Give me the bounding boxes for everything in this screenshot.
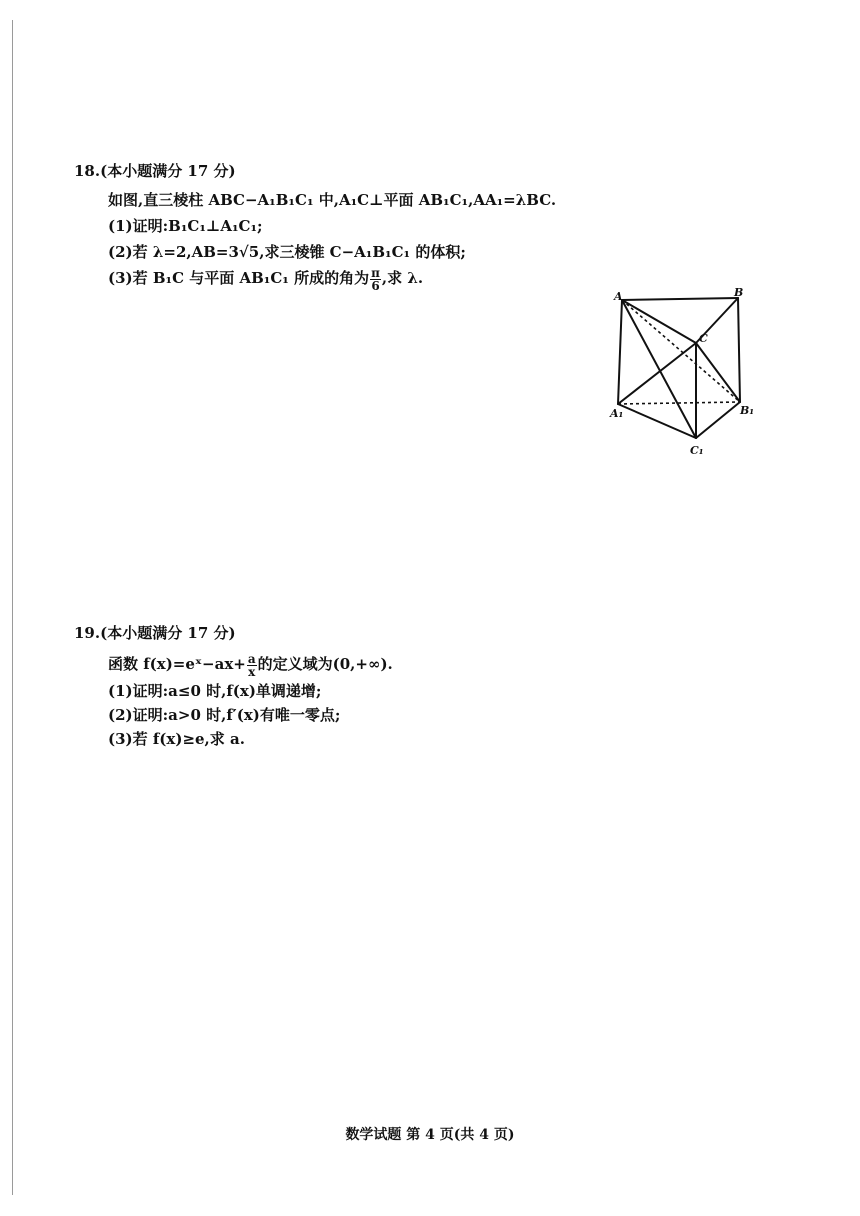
vertex-label-c1: C₁ — [690, 444, 704, 457]
problem-19-question-2: (2)证明:a>0 时,f′(x)有唯一零点; — [108, 706, 341, 724]
segment-a1-c — [618, 343, 696, 404]
problem-18-question-1: (1)证明:B₁C₁⊥A₁C₁; — [108, 217, 263, 235]
page-footer: 数学试题 第 4 页(共 4 页) — [345, 1127, 515, 1143]
problem-19-intro-prefix: 函数 f(x)=eˣ−ax+ — [108, 655, 246, 673]
fraction-denominator: x — [248, 664, 256, 679]
problem-18-question-3-suffix: ,求 λ. — [381, 269, 424, 287]
problem-19 — [74, 622, 393, 751]
pi-over-six-fraction — [370, 267, 381, 292]
problem-19-intro — [108, 649, 393, 679]
edge-a1-c1 — [618, 404, 696, 438]
problem-18-question-2: (2)若 λ=2,AB=3√5,求三棱锥 C−A₁B₁C₁ 的体积; — [108, 243, 466, 261]
edge-a-b — [622, 298, 738, 300]
dashed-a1-b1 — [618, 402, 740, 404]
edge-a-a1 — [618, 300, 622, 404]
problem-19-question-1: (1)证明:a≤0 时,f(x)单调递增; — [108, 682, 322, 700]
problem-19-intro-suffix: 的定义域为(0,+∞). — [257, 655, 393, 673]
edge-b1-c1 — [696, 402, 740, 438]
problem-18-header: 18.(本小题满分 17 分) — [74, 162, 236, 180]
vertex-label-a1: A₁ — [610, 407, 624, 420]
vertex-label-a: A — [614, 290, 623, 303]
page-margin-line — [12, 20, 13, 1195]
fraction-numerator: π — [371, 265, 380, 280]
vertex-label-b1: B₁ — [740, 404, 755, 417]
segment-b1-c — [696, 343, 740, 402]
vertex-label-b: B — [734, 286, 744, 299]
fraction-numerator: a — [247, 651, 256, 666]
problem-18-intro: 如图,直三棱柱 ABC−A₁B₁C₁ 中,A₁C⊥平面 AB₁C₁,AA₁=λBC. — [108, 191, 557, 209]
problem-19-question-3: (3)若 f(x)≥e,求 a. — [108, 730, 245, 748]
problem-18-question-3 — [108, 265, 556, 292]
edge-b-b1 — [738, 298, 740, 402]
a-over-x-fraction — [247, 653, 257, 678]
problem-18-question-3-prefix: (3)若 B₁C 与平面 AB₁C₁ 所成的角为 — [108, 269, 370, 287]
prism-figure — [604, 286, 764, 461]
fraction-denominator: 6 — [371, 278, 380, 293]
problem-19-header: 19.(本小题满分 17 分) — [74, 624, 236, 642]
problem-18 — [74, 160, 556, 292]
vertex-label-c: C — [699, 332, 708, 345]
